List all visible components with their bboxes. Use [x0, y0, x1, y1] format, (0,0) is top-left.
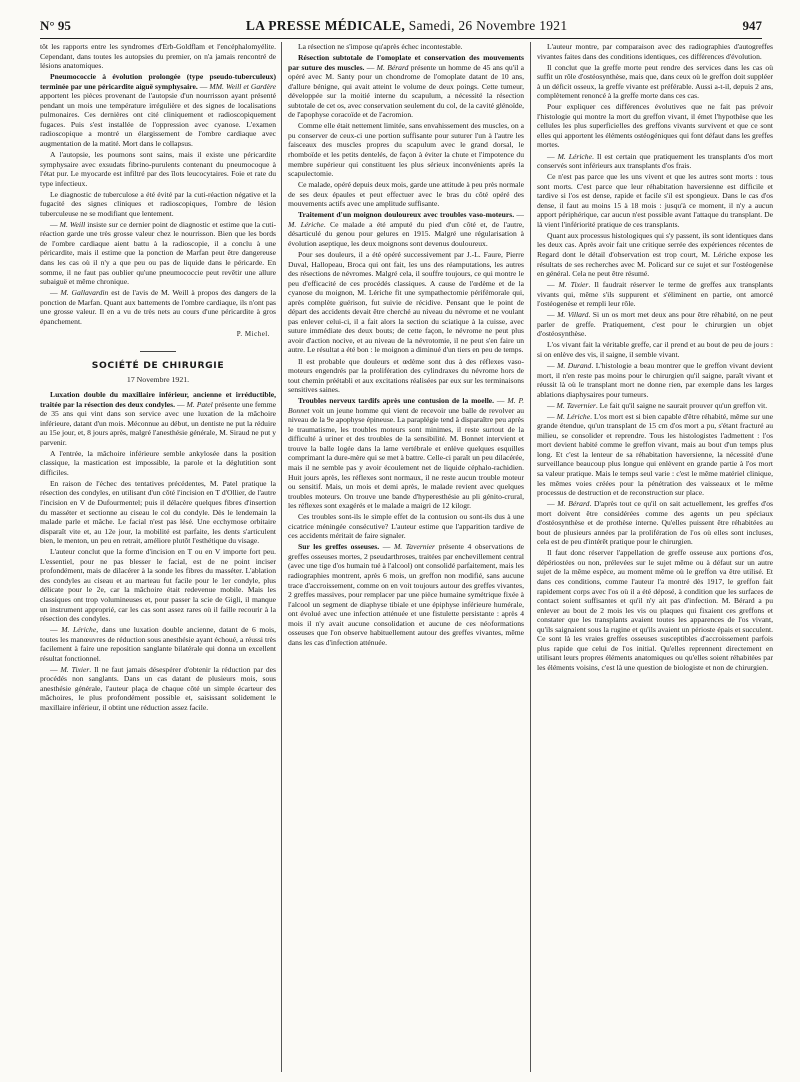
paragraph: L'auteur montre, par comparaison avec des radiographies d'autogreffes vivantes faites dans des conditions identiques, ces différences d'évolution.: [537, 42, 773, 61]
article-title: Traitement d'un moignon douloureux avec troubles vaso-moteurs.: [298, 210, 515, 220]
article-author: MM. Weill et Gardère: [209, 81, 276, 91]
paragraph: Pour ses douleurs, il a été opéré successivement par J.-L. Faure, Pierre Duval, Hallopeau, Broca qui ont fait, les uns des réamputations, les autres des résections de névromes. Malgré cela, il souffre toujours, ce qui montre le peu d'efficacité de ces procédés classiques. A cause de l'œdème et de la cyanose du moignon, M. Lériche fit une sympathectomie périfémorale qui, après complète guérison, fut suivie de récidive. Pensant que le point de départ des accidents devait être cherché au niveau du névrome et ne voulant pas enlever celui-ci, il a fait alors la section du sciatique à la cuisse, avec suture immédiate des deux bouts; de cette façon, le névrome ne peut plus avoir d'action nocive, et au niveau de la névrotomie, il ne peut s'en faire un autre. Le résultat a été bon : le moignon a diminué d'un tiers en peu de temps.: [288, 249, 524, 355]
paragraph: Pour expliquer ces différences évolutives que ne fait pas prévoir l'histologie qui montre la mort du greffon vivant, il émet l'hypothèse que les cellules les plus superficielles des greffons vivants survivent et que ce sont elles qui apportent les éléments ostéogéniques qui font défaut dans les greffes mortes.: [537, 102, 773, 150]
paragraph: — M. Gallavardin est de l'avis de M. Weill à propos des dangers de la ponction de Marfan. Quant aux battements de l'ombre cardiaque, ils n'ont pas une grosse valeur. Il en a vu de très nets au cours d'une péricardite à gros épanchement.: [40, 288, 276, 326]
article-title: Troubles nerveux tardifs après une contusion de la moelle.: [298, 396, 495, 406]
paragraph-text: dans une luxation double ancienne, datant de 6 mois, toutes les manœuvres de réduction sous anesthésie ayant échoué, a réussi très facilement à faire une reposition sanglante bilatérale qui donna un excellent résultat fonctionnel.: [40, 625, 276, 663]
paragraph: — M. Lériche, dans une luxation double ancienne, datant de 6 mois, toutes les manœuvres de réduction sous anesthésie ayant échoué, a réussi très facilement à faire une reposition sanglante bilatérale qui donna un excellent résultat fonctionnel.: [40, 625, 276, 663]
page-number: 947: [742, 18, 762, 33]
paragraph: Ces troubles sont-ils le simple effet de la contusion ou sont-ils dus à une cicatrice méningée consécutive? L'auteur estime que l'apparition tardive de ces accidents méritait de faire signaler.: [288, 512, 524, 541]
column-rule-right: [530, 42, 531, 1072]
speaker: M. Lériche: [556, 411, 591, 421]
column-2: [288, 42, 524, 1076]
paragraph-text: L'os mort est si bien capable d'être réhabité, même sur une grande étendue, qu'un transplant de 15 cm d'os mort a pu, s'étant fracturé au milieu, se consolider et reprendre. Tous les histologistes l'admettent : l'os mort devient habité comme le greffon vivant, mais au bout d'un temps plus long. Et c'est la lenteur de sa réhabitation haversienne, la nécessité d'une surveillance beaucoup plus longue qui enlèvent en grande partie à l'os mort sa valeur pratique. Mais le temps seul varie : c'est le même matériel clinique, les mêmes voies créées pour la pénétration des vaisseaux et le même processus de destruction et de reconstruction sur place.: [537, 411, 773, 498]
paragraph-text: Il faudrait réserver le terme de greffes aux transplants vivants qui, même s'ils suppurent et s'éliminent en partie, ont amorcé l'ostéogenèse et rempli leur rôle.: [537, 280, 773, 309]
paragraph-text: apportent les pièces provenant de l'autopsie d'un nourrisson ayant présenté pendant un mois une température irrégulière et des signes de localisations pulmonaires. Ces dernières ont cité cliniquement et radioscopiquement fugaces. Puis s'est installée de l'oppression avec cyanose. L'examen radioscopique a montré un élargissement de l'ombre cardiaque avec augmentation de la matité. Mort dans le collapsus.: [40, 91, 276, 148]
paragraph: — M. Lériche. L'os mort est si bien capable d'être réhabité, même sur une grande étendue, qu'un transplant de 15 cm d'os mort a pu, s'étant fracturé au milieu, se consolider et reprendre. Tous les histologistes l'admettent : l'os mort devient habité comme le greffon vivant, mais au bout d'un temps plus long. Et c'est la lenteur de sa réhabitation haversienne, la nécessité d'une surveillance beaucoup plus longue qui enlèvent en grande partie à l'os mort sa valeur pratique. Mais le temps seul varie : c'est le même matériel clinique, les mêmes voies créées pour la pénétration des vaisseaux et le même processus de destruction et de reconstruction sur place.: [537, 411, 773, 498]
speaker: M. Bérard: [557, 499, 590, 509]
paragraph-text: D'après tout ce qu'il on sait actuellement, les greffes d'os mort doivent être considérées comme des agents un peu spéciaux d'ostéosynthèse et de prothèse interne. Qu'elles puissent être réhabitées au bout de plusieurs années par la prolifération de l'os où elles sont incluses, cela est de peu d'intérêt pratique pour le chirurgien.: [537, 499, 773, 547]
paragraph: — M. Tixier. Il ne faut jamais désespérer d'obtenir la réduction par des procédés non sanglants. Dans un cas datant de plusieurs mois, sous anesthésie générale, l'auteur plaça de chaque côté un simple écarteur des mâchoires, le plus profondément possible et, saisissant solidement le maxillaire inférieur, il obtint une réduction assez facile.: [40, 664, 276, 712]
paragraph: tôt les rapports entre les syndromes d'Erb-Goldflam et l'encéphalomyélite. Cependant, dans toutes les autopsies du premier, on n'a jamais rencontré de lésions anatomiques.: [40, 42, 276, 71]
paragraph: La résection ne s'impose qu'après échec incontestable.: [298, 42, 463, 51]
paragraph: Il faut donc réserver l'appellation de greffe osseuse aux portions d'os, dépériostées ou non, prélevées sur le sujet même ou à défaut sur un autre sujet de la même espèce, au moment même où le greffon va être utilisé. Et dans ces conditions, comme l'auteur l'a montré dès 1917, le greffon fait rapidement corps avec l'os où il a été déposé, à condition que les surfaces de contact soient suffisantes et qu'il n'y ait pas d'infection. M. Bérard a pu enlever au bout de 2 mois les vis ou plaques qui fixaient ces greffons et constater que les transplants avaient toutes les apparences de l'os vivant, qu'ils saignaient sous la rugine et qu'ils avaient un périoste épais et succulent. Ce sont là les vraies greffes osseuses susceptibles d'accroissement parfois plus rapide que celui de l'os initial. Qu'elles reprennent directement en utilisant leurs propres éléments anatomiques ou qu'elles soient réhabitées par les éléments voisins, c'est là une question de biologiste et non de chirurgien.: [537, 548, 773, 672]
paragraph: L'os vivant fait la véritable greffe, car il prend et au bout de peu de jours : si on enlève des vis, il saigne, il semble vivant.: [537, 340, 773, 359]
section-title: SOCIÉTÉ DE CHIRURGIE: [91, 359, 225, 371]
article-luxation: Luxation double du maxillaire inférieur, ancienne et irréductible, traitée par la résection des deux condyles. — M. Patel présente une femme de 35 ans qui vint dans son service avec une luxation de la mâchoire inférieure, datant d'un mois. Méconnue au début, un dentiste ne put la réduire au 15e jour, et, 8 jours après, malgré l'anesthésie générale, M. Siraud ne put y parvenir.: [40, 390, 276, 447]
issue-number: N° 95: [40, 18, 71, 33]
paragraph: Quant aux processus histologiques qui s'y passent, ils sont identiques dans les deux cas. Après avoir fait une critique serrée des expériences récentes de Regard dont le détail d'observation est trop court, M. Lériche expose les résultats de ses recherches avec M. Policard sur ce sujet et sur l'ostéogenèse en général. Cela ne peut être résumé.: [537, 230, 773, 279]
paragraph: — M. Villard. Si un os mort met deux ans pour être réhabité, on ne peut parler de greffe. Pratiquement, c'est pour le chirurgien un objet d'ostéosynthèse.: [537, 310, 773, 339]
paragraph: Le diagnostic de tuberculose a été évité par la cuti-réaction négative et la fugacité des signes cliniques et radioscopiques, l'ombre de lésion tuberculeuse ne se modifiant que lentement.: [40, 189, 276, 218]
article-title: Pneumococcie à évolution prolongée (type pseudo-tuberculeux) terminée par une péricardite aiguë symphysaire.: [40, 72, 276, 91]
article-title: Luxation double du maxillaire inférieur, ancienne et irréductible, traitée par la résection des deux condyles.: [40, 390, 276, 409]
issue-date: Samedi, 26 Novembre 1921: [408, 18, 568, 33]
paragraph: Ce n'est pas parce que les uns vivent et que les autres sont morts : tous sont morts. C'est parce que leur réhabitation haversienne est difficile et tardive si l'os est dense, rapide et facile s'il est spongieux. Dans le cas d'os dense, il faut au moins 15 à 18 mois : jusqu'à ce moment, il n'y a aucun apport périphérique, car aucun n'est possible avant l'attaque du transplant. De là vient l'infériorité pratique de ces transplants.: [537, 172, 773, 229]
paragraph: Ce malade, opéré depuis deux mois, garde une attitude à peu près normale de ses deux épaules et peut effectuer avec le bras du côté opéré des mouvements actifs avec une amplitude suffisante.: [288, 180, 524, 209]
page-header: [40, 14, 762, 39]
column-1: [40, 42, 276, 1076]
paragraph: Comme elle était nettement limitée, sans envahissement des muscles, on a pu conserver de ceux-ci une portion suffisante pour suturer l'un à l'autre les faisceaux des muscles propres du scapulum avec le grand dorsal, le rhomboïde et les petits dentelés, de façon à éviter la chute et l'impotence du membre supérieur qui constituent les plus sérieux inconvénients après la scapulectomie.: [288, 121, 524, 179]
speaker: M. Lériche: [557, 151, 592, 161]
paragraph-text: Si un os mort met deux ans pour être réhabité, on ne peut parler de greffe. Pratiquement, c'est pour le chirurgien un objet d'ostéosynthèse.: [537, 310, 773, 339]
journal-title: [246, 18, 568, 34]
paragraph: — M. Tixier. Il faudrait réserver le terme de greffes aux transplants vivants qui, même s'ils suppurent et s'éliminent en partie, ont amorcé l'ostéogenèse et rempli leur rôle.: [537, 280, 773, 309]
paragraph: A l'autopsie, les poumons sont sains, mais il existe une péricardite symphysaire avec exsudats fibrino-purulents contenant du pneumocoque à l'état pur. Le myocarde est infiltré par des îlots leucocytaires. Foie et rate du type infectieux.: [40, 150, 276, 188]
paragraph-text: Il est certain que pratiquement les transplants d'os mort conservés sont inférieurs aux transplants d'os frais.: [537, 151, 773, 171]
paragraph-text: Ce malade a été amputé du pied d'un côté et, de l'autre, désarticulé du genou pour gelures en 1915. Malgré une régularisation à évolution aseptique, les deux moignons sont devenus douloureux.: [288, 219, 524, 248]
speaker: M. Tixier: [60, 664, 90, 674]
paragraph-text: Il ne faut jamais désespérer d'obtenir la réduction par des procédés non sanglants. Dans un cas datant de plusieurs mois, sous anesthésie générale, l'auteur plaça de chaque côté un simple écarteur des mâchoires, le plus profondément possible et, saisissant solidement le maxillaire inférieur, il obtint une réduction assez facile.: [40, 664, 276, 712]
speaker: M. Villard: [557, 310, 589, 320]
article-author: M. Lériche: [288, 219, 324, 229]
article-author: M. Bérard: [376, 62, 409, 72]
paragraph-text: voit un jeune homme qui vient de recevoir une balle de revolver au niveau de la 9e apophyse épineuse. La paraplégie tend à disparaître peu après le traumatisme, les troubles moteurs sont minimes, il reste surtout de la difficulté à uriner et des troubles de la sensibilité. M. Bonnet intervient et trouve la balle logée dans la lame vertébrale et enlève quelques esquilles comprimant la dure-mère qui se met à battre. Celle-ci paraît un peu dilacérée, mais il ne semble pas y avoir écoulement net de liquide céphalo-rachidien. Huit jours après, les réflexes sont normaux, il ne reste aucun trouble moteur ou sensitif. Mais, un mois et demi après, le malade revient avec quelques troubles moteurs. On trouve une bande d'hyperesthésie au pli génito-crural, les réflexes sont exagérés et le malade a maigri de 12 kilogr.: [288, 405, 524, 511]
paragraph-text: est de l'avis de M. Weill à propos des dangers de la ponction de Marfan. Quant aux battements de l'ombre cardiaque, ils n'ont pas une grosse valeur. Il en a vu de très nets au cours d'une péricardite à gros épanchement.: [40, 288, 276, 326]
article-title: Sur les greffes osseuses.: [298, 542, 380, 552]
article-pneumococcie: Pneumococcie à évolution prolongée (type pseudo-tuberculeux) terminée par une péricardite aiguë symphysaire. — MM. Weill et Gardère apportent les pièces provenant de l'autopsie d'un nourrisson ayant présenté pendant un mois une température irrégulière et des signes de localisations pulmonaires. Ces dernières ont cité cliniquement et radioscopiquement fugaces. Puis s'est installée de l'oppression avec cyanose. L'examen radioscopique a montré un élargissement de l'ombre cardiaque avec augmentation de la matité. Mort dans le collapsus.: [40, 72, 276, 148]
article-greffes: Sur les greffes osseuses. — M. Tavernier présente 4 observations de greffes osseuses mortes, 2 pseudarthroses, traitées par enchevillement central (avec une tige d'os humain tué à l'alcool) ont consolidé parfaitement, mais les radiographies montrent, après 6 mois, un greffon non modifié, sans aucune trace d'accroissement, comme on en voit toujours autour des greffes vivantes, 2 greffes massives, pour remplacer par une pièce humaine symétrique fixée à l'alcool un segment de diaphyse tibiale et une épiphyse inférieure humérale, ont évolué avec une infection atténuée et une fistulette persistante : après 4 mois il n'y avait aucune consolidation et aucune de ces néoformations osseuses que l'on observe habituellement autour des greffes vivantes, même dans les cas d'infection atténuée.: [288, 542, 524, 647]
column-rule-left: [281, 42, 282, 1072]
article-title: Résection subtotale de l'omoplate et conservation des mouvements par suture des muscles.: [288, 53, 524, 72]
journal-name: LA PRESSE MÉDICALE,: [245, 18, 406, 33]
paragraph-text: présente un homme de 45 ans qu'il a opéré avec M. Santy pour un chondrome de l'omoplate datant de 10 ans, d'allure bénigne, qui avait atteint le volume de deux poings. Cette tumeur, développée sur la moitié interne du scapulum, a nécessité la résection subtotale de cet os, avec conservation seulement du col, de la cavité glénoïde, de l'apophyse coracoïde et de l'acromion.: [288, 62, 524, 120]
paragraph: — M. Weill insiste sur ce dernier point de diagnostic et estime que la cuti-réaction garde une très grosse valeur chez le nourrisson. Bien que les bords de l'ombre cardiaque aient battu à la radioscopie, il a conclu à une péricardite, mais il estime que la ponction de Marfan peut être dangereuse dans les cas où il n'y a que peu ou pas de liquide dans le péricarde. En somme, il ne faut pas oublier qu'une pneumococcie peut revêtir une allure subaiguë et même chronique.: [40, 219, 276, 287]
article-troubles-nerveux: Troubles nerveux tardifs après une contusion de la moelle. — M. P. Bonnet voit un jeune homme qui vient de recevoir une balle de revolver au niveau de la 9e apophyse épineuse. La paraplégie tend à disparaître peu après le traumatisme, les troubles moteurs sont minimes, il reste surtout de la difficulté à uriner et des troubles de la sensibilité. M. Bonnet intervient et trouve la balle logée dans la lame vertébrale et enlève quelques esquilles comprimant la dure-mère qui se met à battre. Celle-ci paraît un peu dilacérée, mais il ne semble pas y avoir écoulement net de liquide céphalo-rachidien. Huit jours après, les réflexes sont normaux, il ne reste aucun trouble moteur ou sensitif. Mais, un mois et demi après, le malade revient avec quelques troubles moteurs. On trouve une bande d'hyperesthésie au pli génito-crural, les réflexes sont exagérés et le malade a maigri de 12 kilogr.: [288, 396, 524, 511]
paragraph: — M. Lériche. Il est certain que pratiquement les transplants d'os mort conservés sont inférieurs aux transplants d'os frais.: [537, 151, 773, 171]
article-author: M. Patel: [186, 399, 213, 409]
article-author: M. Tavernier: [393, 542, 436, 552]
paragraph: Il conclut que la greffe morte peut rendre des services dans les cas où suffit un rôle d'ostéosynthèse, mais que, dans ceux où le greffon doit suppléer à un déficit osseux, la greffe vivante est préférable. Aussi a-t-il, depuis 2 ans, complètement renoncé à la greffe morte dans ces cas.: [537, 62, 773, 101]
signature: P. Michel.: [236, 330, 270, 339]
paragraph: — M. Bérard. D'après tout ce qu'il on sait actuellement, les greffes d'os mort doivent être considérées comme des agents un peu spéciaux d'ostéosynthèse et de prothèse interne. Qu'elles puissent être réhabitées au bout de plusieurs années par la prolifération de l'os où elles sont incluses, cela est de peu d'intérêt pratique pour le chirurgien.: [537, 499, 773, 547]
paragraph: Il est probable que douleurs et œdème sont dus à des réflexes vaso-moteurs engendrés par la prolifération des cylindraxes du névrome hors de tout chemin préétabli et aux excitations réalisées par eux sur les terminaisons sensitives saines.: [288, 356, 524, 395]
paragraph-text: présente une femme de 35 ans qui vint dans son service avec une luxation de la mâchoire inférieure, datant d'un mois. Méconnue au début, un dentiste ne put la réduire au 15e jour, et, 8 jours après, malgré l'anesthésie générale, M. Siraud ne put y parvenir.: [40, 399, 276, 447]
paragraph-text: L'histologie a beau montrer que le greffon vivant devient mort, il n'en reste pas moins pour le chirurgien qu'il saigne, paraît vivant et réussit là où le transplant mort ne donne rien, par exemple dans les larges ablations diaphysaires pour tumeurs.: [537, 361, 773, 399]
article-omoplate: Résection subtotale de l'omoplate et conservation des mouvements par suture des muscles. — M. Bérard présente un homme de 45 ans qu'il a opéré avec M. Santy pour un chondrome de l'omoplate datant de 10 ans, d'allure bénigne, qui avait atteint le volume de deux poings. Cette tumeur, développée sur la moitié interne du scapulum, a nécessité la résection subtotale de cet os, avec conservation seulement du col, de la cavité glénoïde, de l'apophyse coracoïde et de l'acromion.: [288, 53, 524, 120]
paragraph: — M. Durand. L'histologie a beau montrer que le greffon vivant devient mort, il n'en reste pas moins pour le chirurgien qu'il saigne, paraît vivant et réussit là où le transplant mort ne donne rien, par exemple dans les larges ablations diaphysaires pour tumeurs.: [537, 361, 773, 399]
article-author: M. P. Bonnet: [288, 396, 524, 415]
speaker: M. Weill: [59, 219, 86, 229]
speaker: M. Gallavardin: [60, 288, 109, 298]
section-date: 17 Novembre 1921.: [126, 375, 190, 385]
paragraph: — M. Tavernier. Le fait qu'il saigne ne saurait prouver qu'un greffon vit.: [547, 400, 768, 410]
speaker: M. Tixier: [558, 280, 589, 290]
paragraph: A l'entrée, la mâchoire inférieure semble ankylosée dans la position classique, la mastication est impossible, la parole et la déglutition sont difficiles.: [40, 448, 276, 477]
paragraph-text: présente 4 observations de greffes osseuses mortes, 2 pseudarthroses, traitées par enchevillement central (avec une tige d'os humain tué à l'alcool) ont consolidé parfaitement, mais les radiographies montrent, après 6 mois, un greffon non modifié, sans aucune trace d'accroissement, comme on en voit toujours autour des greffes vivantes, 2 greffes massives, pour remplacer par une pièce humaine symétrique fixée à l'alcool un segment de diaphyse tibiale et une épiphyse inférieure humérale, ont évolué avec une infection atténuée et une fistulette persistante : après 4 mois il n'y avait aucune consolidation et aucune de ces néoformations osseuses que l'on observe habituellement autour des greffes vivantes, même dans les cas d'infection atténuée.: [288, 542, 524, 647]
column-3: [537, 42, 773, 1076]
paragraph: L'auteur conclut que la forme d'incision en T ou en V importe fort peu. L'essentiel, pour ne pas blesser le facial, est de ne point inciser profondément, mais de dilacérer à la sonde les fibres du masséter. L'ablation des condyles au ciseau et au marteau fut facile pour le 1er condyle, plus délicate pour le 2e, car la mâchoire était redevenue mobile. Mais les classiques ont trop volumineuses et, pour passer la scie de Gigli, il manque un instrument approprié, car les cas sont assez rares où il faille recourir à la résection des condyles.: [40, 547, 276, 624]
paragraph-text: insiste sur ce dernier point de diagnostic et estime que la cuti-réaction garde une très grosse valeur chez le nourrisson. Bien que les bords de l'ombre cardiaque aient battu à la radioscopie, il a conclu à une péricardite, mais il estime que la ponction de Marfan peut être dangereuse dans les cas où il n'y a que peu ou pas de liquide dans le péricarde. En somme, il ne faut pas oublier qu'une pneumococcie peut revêtir une allure subaiguë et même chronique.: [40, 219, 276, 287]
speaker: M. Lériche: [61, 625, 97, 635]
paragraph-text: Le fait qu'il saigne ne saurait prouver qu'un greffon vit.: [599, 400, 768, 410]
paragraph: En raison de l'échec des tentatives précédentes, M. Patel pratique la résection des condyles, en utilisant d'un côté l'incision en T d'Ollier, de l'autre l'incision en V de Dufourmentel; puis il délacère quelques fibres d'insertion du masséter et sectionne au ciseau le col du condyle. Dès le lendemain la malade parle et mâche. Le facial n'est pas lésé. Une ecchymose orbitaire disparaît vite et, au 12e jour, la mobilité est parfaite, les dents s'articulent bien, le menton, un peu en retrait, améliore plutôt l'esthétique du visage.: [40, 478, 276, 546]
section-divider: [140, 351, 176, 352]
speaker: M. Tavernier: [556, 400, 596, 410]
article-moignon: Traitement d'un moignon douloureux avec troubles vaso-moteurs. — M. Lériche. Ce malade a été amputé du pied d'un côté et, de l'autre, désarticulé du genou pour gelures en 1915. Malgré une régularisation à évolution aseptique, les deux moignons sont devenus douloureux.: [288, 210, 524, 248]
speaker: M. Durand: [557, 361, 592, 370]
